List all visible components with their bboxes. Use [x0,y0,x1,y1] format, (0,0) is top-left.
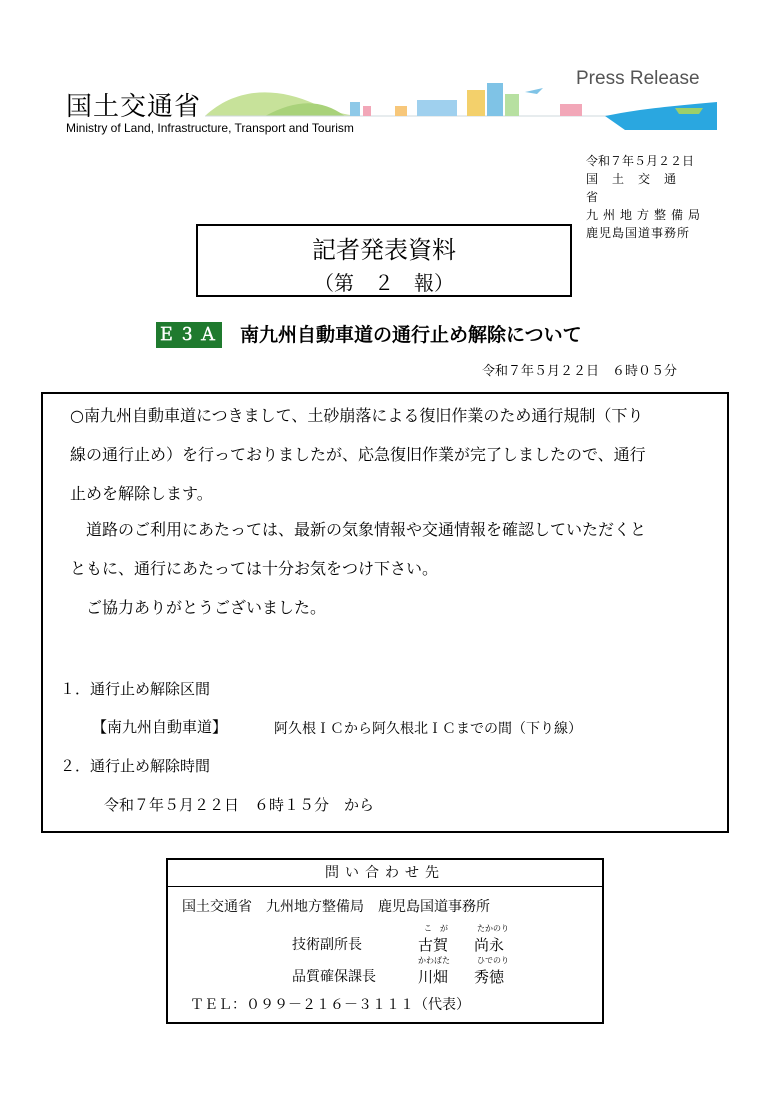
report-number: （第 ２ 報） [314,271,454,295]
ship [675,108,703,114]
sea [605,102,717,130]
issuer-office: 鹿児島国道事務所 [586,226,691,240]
airplane [525,88,543,94]
paragraph-line: 止めを解除します。 [70,484,213,503]
tower-2 [487,83,503,116]
contact-name1-family: 古賀 [418,936,449,954]
contact-name1-given: 尚永 [474,936,505,954]
item2-heading: ２．通行止め解除時間 [60,757,211,775]
header-illustration [205,78,720,138]
item1-road: 【南九州自動車道】 [92,718,228,736]
paragraph-line: ○南九州自動車道につきまして、土砂崩落による復旧作業のため通行規制（下り [70,406,644,425]
train [417,100,457,116]
contact-tel: ＴＥＬ：０９９－２１６－３１１１（代表） [190,997,470,1013]
building-1 [350,102,360,116]
building-3 [395,106,407,116]
paragraph-line: 線の通行止め）を行っておりましたが、応急復旧作業が完了しましたので、通行 [70,445,646,464]
ruby-name2-family: かわばた [418,956,450,965]
ruby-name2-given: ひでのり [477,956,509,965]
item1-section: 阿久根ＩＣから阿久根北ＩＣまでの間（下り線） [274,721,582,737]
title-box [196,224,572,297]
paragraph-line: ともに、通行にあたっては十分お気をつけ下さい。 [70,559,439,578]
issuer-ministry: 国土交通省 [586,172,691,204]
item2-time: 令和７年５月２２日 ６時１５分 から [104,796,375,814]
ministry-logo-en: Ministry of Land, Infrastructure, Transport and Tourism [66,121,354,135]
contact-role-1: 技術副所長 [292,937,362,953]
contact-role-2: 品質確保課長 [292,969,376,985]
issue-date: 令和７年５月２２日 [586,154,695,168]
issuer-bureau: 九州地方整備局 [586,208,706,222]
paragraph-line: ご協力ありがとうございました。 [70,598,327,617]
ruby-name1-given: たかのり [477,924,509,933]
issuer-block [586,152,714,242]
contact-box [166,858,604,1024]
contact-heading: 問い合わせ先 [168,860,602,887]
ministry-logo-jp: 国土交通省 [66,92,202,122]
document-title: 記者発表資料 [312,236,456,264]
tower-3 [505,94,519,116]
issued-time: 令和７年５月２２日 ６時０５分 [482,364,678,379]
contact-office: 国土交通省 九州地方整備局 鹿児島国道事務所 [182,899,490,915]
item1-heading: １．通行止め解除区間 [60,680,211,698]
ruby-name1-family: こ が [424,924,448,933]
paragraph-line: 道路のご利用にあたっては、最新の気象情報や交通情報を確認していただくと [70,520,647,539]
tower-1 [467,90,485,116]
press-release-label: Press Release [576,68,700,89]
subject-title: 南九州自動車道の通行止め解除について [240,324,582,346]
route-code-badge: Ｅ３Ａ [156,322,222,348]
building-2 [363,106,371,116]
contact-name2-given: 秀徳 [474,968,505,986]
contact-name2-family: 川畑 [418,968,449,986]
truck [560,104,582,116]
